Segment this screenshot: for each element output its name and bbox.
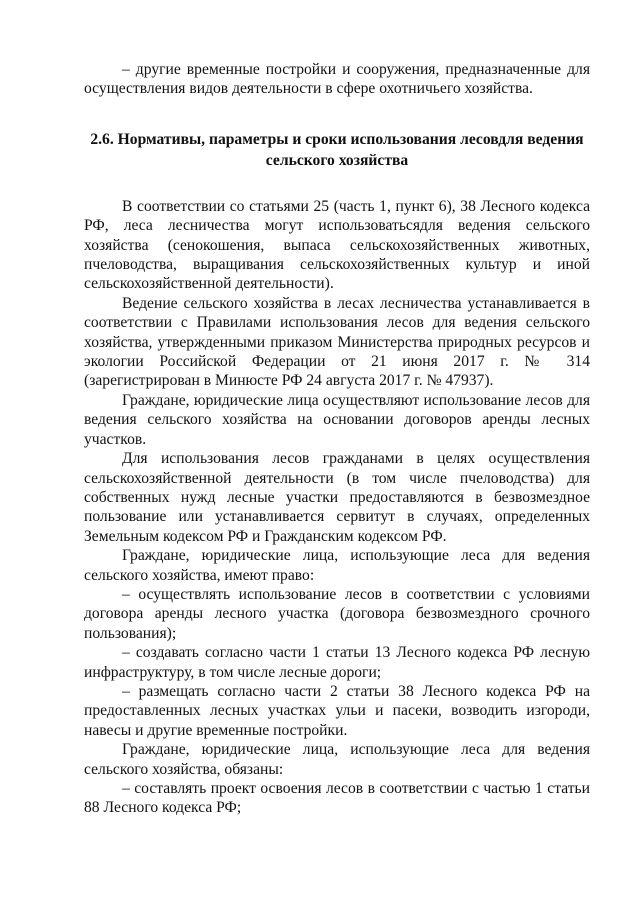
paragraph-rights-intro: Граждане, юридические лица, использующие леса для ведения сельского хозяйства, имеют право:: [84, 547, 590, 584]
list-item-obligation-1: – составлять проект освоения лесов в соответствии с частью 1 статьи 88 Лесного кодекса РФ;: [84, 780, 590, 817]
list-item-right-1: – осуществлять использование лесов в соответствии с условиями договора аренды лесного участка (договора безвозмездного срочного пользования);: [84, 585, 590, 642]
list-item-right-3: – размещать согласно части 2 статьи 38 Лесного кодекса РФ на предоставленных лесных участках ульи и пасеки, возводить изгороди, навесы и другие временные постройки.: [84, 682, 590, 739]
intro-paragraph: – другие временные постройки и сооружения, предназначенные для осуществления видов деятельности в сфере охотничьего хозяйства.: [84, 61, 590, 98]
paragraph-lease: Граждане, юридические лица осуществляют использование лесов для ведения сельского хозяйства на основании договоров аренды лесных участков.: [84, 391, 590, 448]
document-page: [84, 52, 590, 818]
list-item-right-2: – создавать согласно части 1 статьи 13 Лесного кодекса РФ лесную инфраструктуру, в том числе лесные дороги;: [84, 644, 590, 681]
section-heading: 2.6. Нормативы, параметры и сроки использования лесовдля ведения сельского хозяйства: [90, 130, 584, 169]
paragraph-free-use: Для использования лесов гражданами в целях осуществления сельскохозяйственной деятельности (в том числе пчеловодства) для собственных нужд лесные участки предоставляются в безвозмездное пользование или устанавливается сервитут в случаях, определенных Земельным кодексом РФ и Гражданским кодексом РФ.: [84, 450, 590, 545]
paragraph-obligations-intro: Граждане, юридические лица, использующие леса для ведения сельского хозяйства, обязаны:: [84, 741, 590, 778]
paragraph-rules: Ведение сельского хозяйства в лесах лесничества устанавливается в соответствии с Правилами использования лесов для ведения сельского хозяйства, утвержденными приказом Министерства природных ресурсов и экологии Российской Федерации от 21 июня 2017 г. № 314 (зарегистрирован в Минюсте РФ 24 августа 2017 г. № 47937).: [84, 294, 590, 390]
paragraph-legal-basis: В соответствии со статьями 25 (часть 1, пункт 6), 38 Лесного кодекса РФ, леса лесничества могут использоватьсядля ведения сельского хозяйства (сенокошения, выпаса сельскохозяйственных животных, пчеловодства, выращивания сельскохозяйственных культур и иной сельскохозяйственной деятельности).: [84, 197, 590, 293]
